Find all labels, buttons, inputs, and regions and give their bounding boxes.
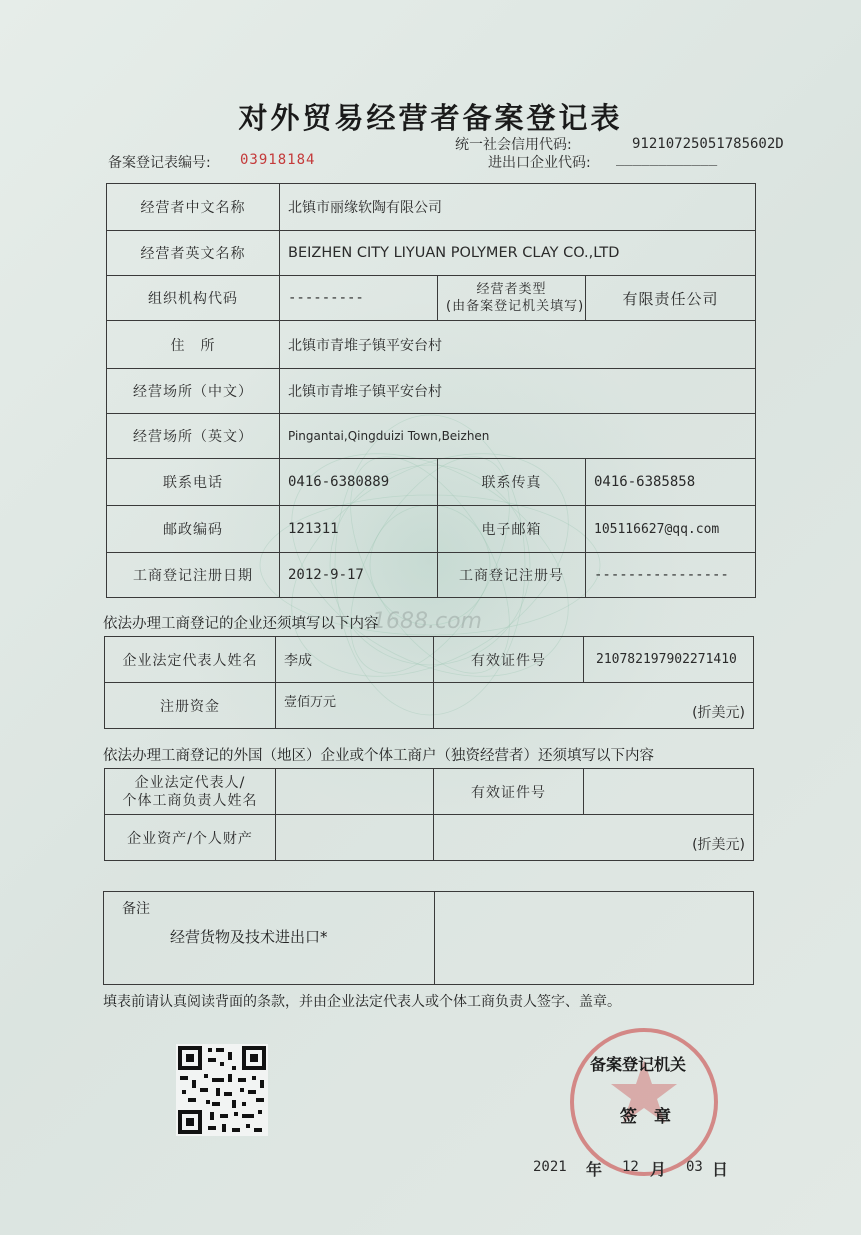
section1-table xyxy=(104,636,754,729)
notes-label: 备注 xyxy=(122,901,150,917)
serial-value: 03918184 xyxy=(240,152,316,168)
site-en-label: 经营场所（英文） xyxy=(107,414,280,459)
legal-rep-value: 李成 xyxy=(276,637,434,683)
credit-code-label: 统一社会信用代码: xyxy=(455,137,572,153)
date-day-char: 日 xyxy=(712,1160,729,1179)
email-label: 电子邮箱 xyxy=(438,506,586,553)
foreign-id-label: 有效证件号 xyxy=(434,769,584,815)
name-cn-value: 北镇市丽缘软陶有限公司 xyxy=(280,184,756,231)
serial-label: 备案登记表编号: xyxy=(108,155,211,171)
table-row xyxy=(107,414,756,459)
reg-no-value: ---------------- xyxy=(586,553,756,598)
table-row xyxy=(107,184,756,231)
address-value: 北镇市青堆子镇平安台村 xyxy=(280,321,756,369)
zip-value: 121311 xyxy=(280,506,438,553)
name-en-label: 经营者英文名称 xyxy=(107,231,280,276)
date-year-char: 年 xyxy=(586,1160,603,1179)
foreign-id-value xyxy=(584,769,754,815)
table-row xyxy=(105,637,754,683)
phone-label: 联系电话 xyxy=(107,459,280,506)
section1-heading: 依法办理工商登记的企业还须填写以下内容 xyxy=(103,616,379,632)
legal-rep-label: 企业法定代表人姓名 xyxy=(105,637,276,683)
capital-value: 壹佰万元 xyxy=(276,683,434,729)
phone-value: 0416-6380889 xyxy=(280,459,438,506)
operator-type-label xyxy=(438,276,586,321)
site-cn-label: 经营场所（中文） xyxy=(107,369,280,414)
notes-box xyxy=(103,891,754,985)
authority-label: 备案登记机关 xyxy=(590,1055,687,1074)
name-en-value: BEIZHEN CITY LIYUAN POLYMER CLAY CO.,LTD xyxy=(280,231,756,276)
foreign-rep-value xyxy=(276,769,434,815)
capital-usd-label: (折美元) xyxy=(434,683,754,729)
table-row xyxy=(107,369,756,414)
watermark-text: 1688.com xyxy=(372,609,482,634)
notes-content: 经营货物及技术进出口* xyxy=(170,928,328,946)
ie-code-label: 进出口企业代码: xyxy=(488,155,591,171)
section2-table xyxy=(104,768,754,861)
org-code-label: 组织机构代码 xyxy=(107,276,280,321)
table-row xyxy=(107,506,756,553)
operator-type-value: 有限责任公司 xyxy=(586,276,756,321)
site-cn-value: 北镇市青堆子镇平安台村 xyxy=(280,369,756,414)
table-row xyxy=(105,683,754,729)
date-month-char: 月 xyxy=(650,1160,667,1179)
table-row xyxy=(107,321,756,369)
section2-heading: 依法办理工商登记的外国（地区）企业或个体工商户（独资经营者）还须填写以下内容 xyxy=(103,748,654,764)
form-title: 对外贸易经营者备案登记表 xyxy=(238,101,623,135)
fax-label: 联系传真 xyxy=(438,459,586,506)
table-row xyxy=(107,553,756,598)
table-row xyxy=(107,276,756,321)
date-day: 03 xyxy=(686,1159,703,1175)
seal-label: 签 章 xyxy=(620,1107,671,1127)
assets-usd-label: (折美元) xyxy=(434,815,754,861)
operator-type-label-line1: 经营者类型 xyxy=(476,282,547,297)
assets-label: 企业资产/个人财产 xyxy=(105,815,276,861)
operator-type-label-line2: (由备案登记机关填写) xyxy=(446,299,585,314)
table-row xyxy=(105,815,754,861)
address-label: 住 所 xyxy=(107,321,280,369)
table-row xyxy=(105,769,754,815)
legal-rep-id-value: 210782197902271410 xyxy=(584,637,754,683)
legal-rep-id-label: 有效证件号 xyxy=(434,637,584,683)
date-month: 12 xyxy=(622,1159,639,1175)
org-code-value: --------- xyxy=(280,276,438,321)
foreign-rep-label xyxy=(105,769,276,815)
email-value: 105116627@qq.com xyxy=(586,506,756,553)
table-row xyxy=(107,459,756,506)
qr-code xyxy=(176,1044,268,1136)
capital-label: 注册资金 xyxy=(105,683,276,729)
credit-code-value: 91210725051785602D xyxy=(632,136,784,152)
reg-date-label: 工商登记注册日期 xyxy=(107,553,280,598)
site-en-value: Pingantai,Qingduizi Town,Beizhen xyxy=(280,414,756,459)
main-table xyxy=(106,183,756,598)
table-row xyxy=(107,231,756,276)
reg-no-label: 工商登记注册号 xyxy=(438,553,586,598)
name-cn-label: 经营者中文名称 xyxy=(107,184,280,231)
fax-value: 0416-6385858 xyxy=(586,459,756,506)
reg-date-value: 2012-9-17 xyxy=(280,553,438,598)
footer-instruction: 填表前请认真阅读背面的条款，并由企业法定代表人或个体工商负责人签字、盖章。 xyxy=(103,994,621,1010)
foreign-rep-label-line2: 个体工商负责人姓名 xyxy=(122,792,258,809)
date-year: 2021 xyxy=(533,1159,567,1175)
ie-code-value: ____________ xyxy=(616,150,718,166)
notes-divider xyxy=(434,892,435,984)
assets-value xyxy=(276,815,434,861)
foreign-rep-label-line1: 企业法定代表人/ xyxy=(134,774,246,791)
zip-label: 邮政编码 xyxy=(107,506,280,553)
